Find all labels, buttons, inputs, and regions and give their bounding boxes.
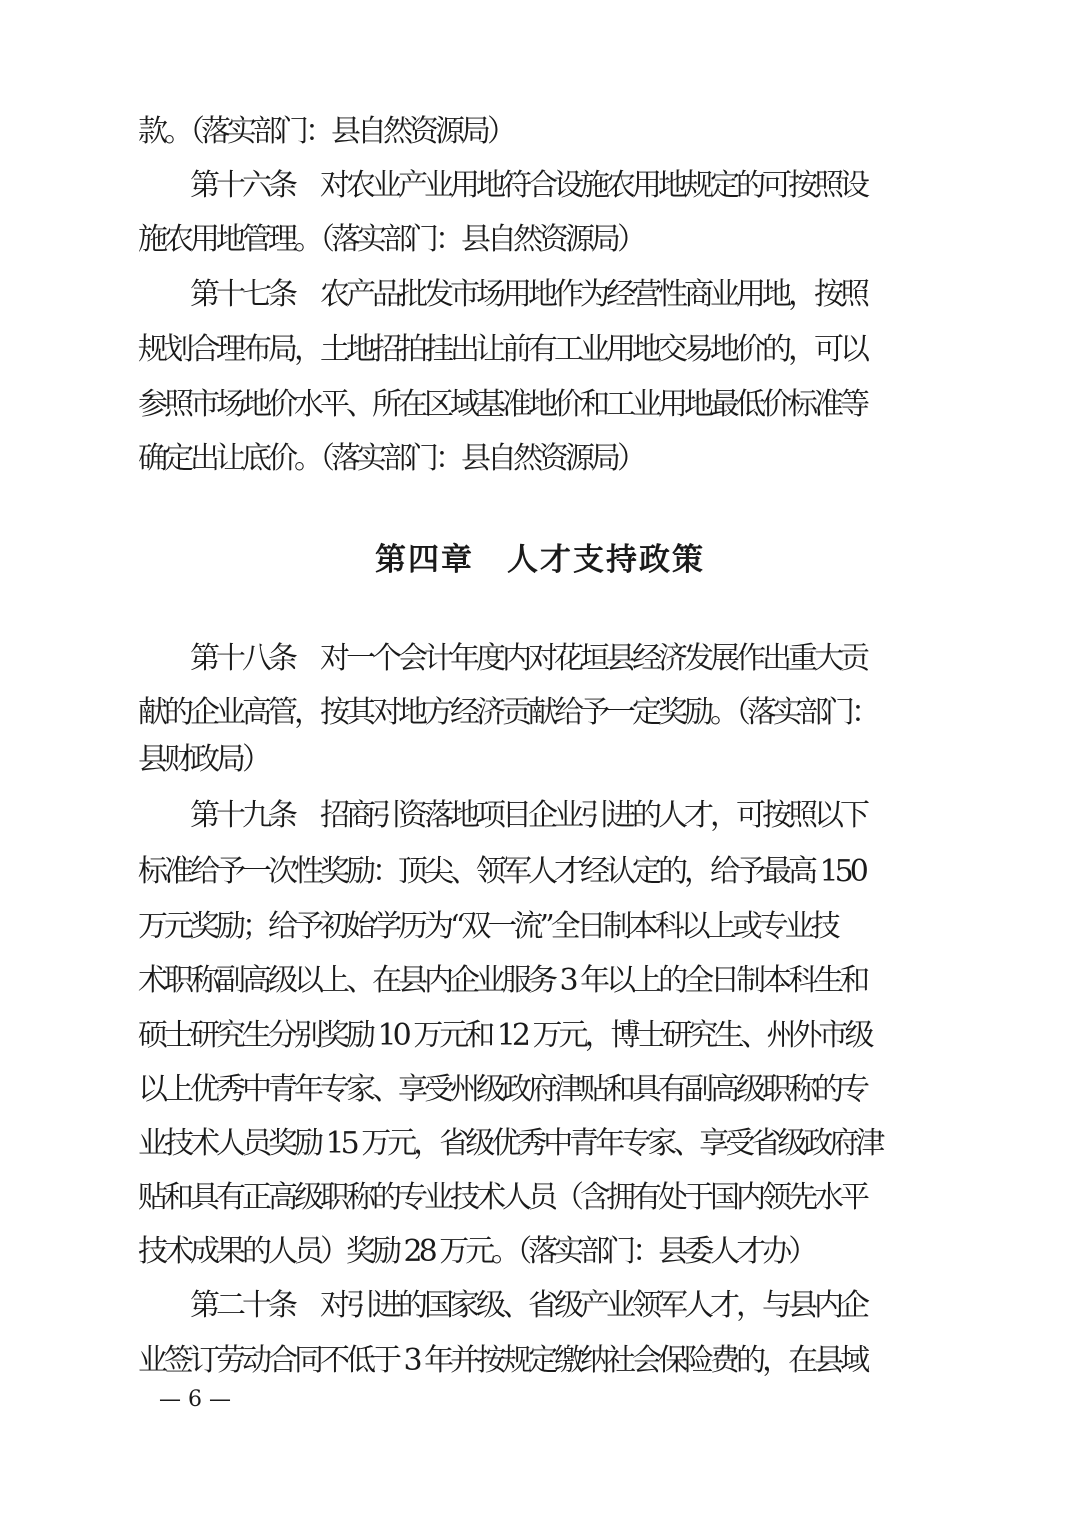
text-line: 业技术人员奖励 15 万元，省级优秀中青年专家、享受省级政府津 — [138, 1126, 882, 1161]
text-line: 县财政局） — [138, 742, 268, 777]
text-line: 规划合理布局，土地招拍挂出让前有工业用地交易地价的，可以 — [138, 332, 866, 367]
article-18-line: 第十八条 对一个会计年度内对花垣县经济发展作出重大贡 — [190, 641, 866, 676]
text-line: 献的企业高管，按其对地方经济贡献给予一定奖励。（落实部门： — [138, 695, 877, 730]
text-line: 以上优秀中青年专家、享受州级政府津贴和具有副高级职称的专 — [138, 1072, 866, 1107]
text-line: 术职称副高级以上、在县内企业服务 3 年以上的全日制本科生和 — [138, 963, 867, 998]
text-line: 施农用地管理。（落实部门：县自然资源局） — [138, 222, 643, 257]
text-line: 标准给予一次性奖励：顶尖、领军人才经认定的，给予最高 150 — [138, 854, 865, 889]
text-line: 万元奖励；给予初始学历为“双一流”全日制本科以上或专业技 — [138, 909, 837, 944]
text-line: 贴和具有正高级职称的专业技术人员（含拥有处于国内领先水平 — [138, 1180, 866, 1215]
text-line: 业签订劳动合同不低于 3 年并按规定缴纳社会保险费的，在县域 — [138, 1343, 867, 1378]
text-line: 硕士研究生分别奖励 10 万元和 12 万元，博士研究生、州外市级 — [138, 1018, 871, 1053]
page-number: — 6 — — [159, 1387, 231, 1412]
article-20-line: 第二十条 对引进的国家级、省级产业领军人才，与县内企 — [190, 1288, 866, 1323]
article-19-line: 第十九条 招商引资落地项目企业引进的人才，可按照以下 — [190, 798, 866, 833]
chapter-heading: 第四章 人才支持政策 — [375, 542, 705, 578]
text-line: 确定出让底价。（落实部门：县自然资源局） — [138, 441, 643, 476]
article-17-line: 第十七条 农产品批发市场用地作为经营性商业用地，按照 — [190, 277, 866, 312]
article-16-line: 第十六条 对农业产业用地符合设施农用地规定的可按照设 — [190, 168, 866, 203]
text-line: 技术成果的人员）奖励 28 万元。（落实部门：县委人才办） — [138, 1234, 815, 1269]
text-line: 款。（落实部门：县自然资源局） — [138, 114, 513, 149]
text-line: 参照市场地价水平、所在区域基准地价和工业用地最低价标准等 — [138, 387, 866, 422]
